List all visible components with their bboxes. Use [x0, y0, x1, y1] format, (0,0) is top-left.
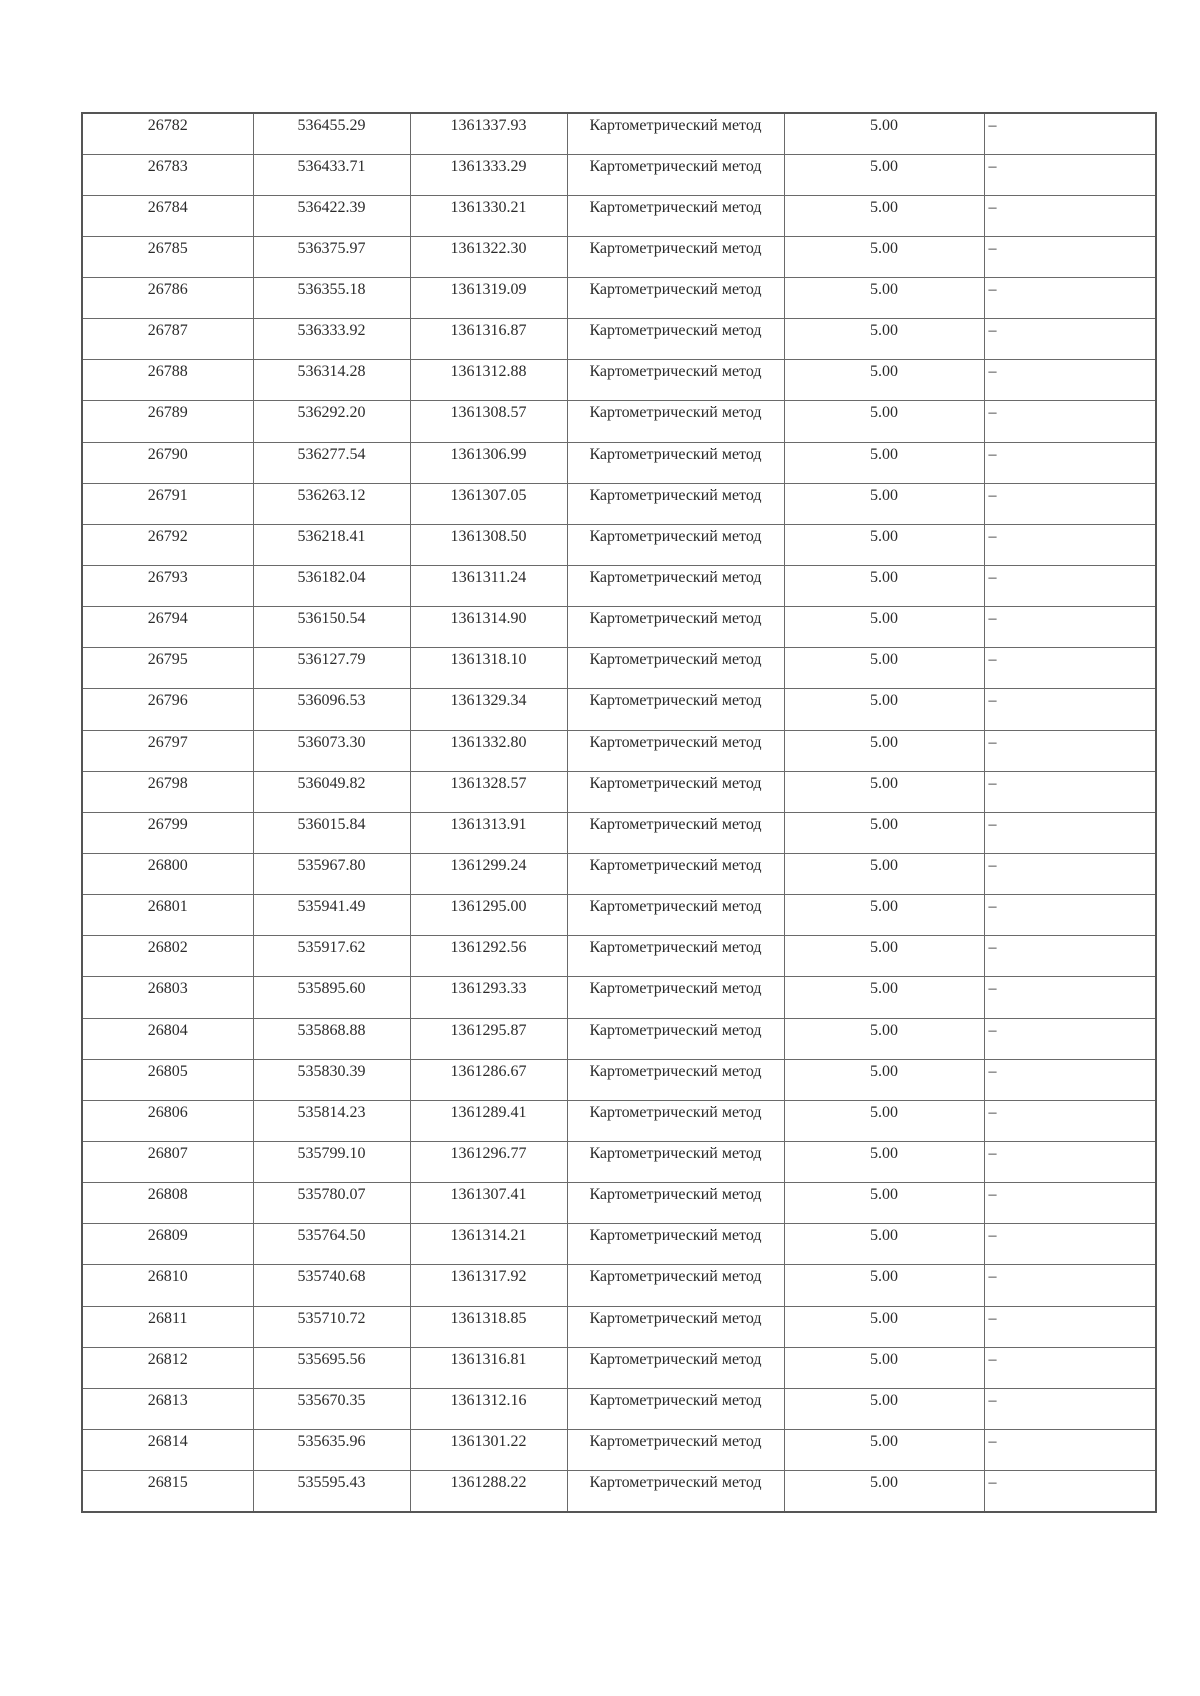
x-coordinate-cell: 536015.84 [253, 812, 410, 853]
accuracy-cell: 5.00 [784, 1265, 984, 1306]
point-number-cell: 26783 [82, 154, 253, 195]
table-row [82, 607, 1156, 648]
accuracy-cell: 5.00 [784, 401, 984, 442]
point-number-cell: 26794 [82, 607, 253, 648]
y-coordinate-cell: 1361299.24 [410, 854, 567, 895]
table-row [82, 236, 1156, 277]
note-cell: – [984, 1265, 1156, 1306]
note-cell: – [984, 1471, 1156, 1512]
note-cell: – [984, 1224, 1156, 1265]
accuracy-cell: 5.00 [784, 524, 984, 565]
x-coordinate-cell: 536333.92 [253, 319, 410, 360]
y-coordinate-cell: 1361289.41 [410, 1100, 567, 1141]
note-cell: – [984, 1430, 1156, 1471]
table-row [82, 812, 1156, 853]
table-row [82, 1388, 1156, 1429]
table-row [82, 1347, 1156, 1388]
y-coordinate-cell: 1361308.57 [410, 401, 567, 442]
accuracy-cell: 5.00 [784, 278, 984, 319]
accuracy-cell: 5.00 [784, 319, 984, 360]
accuracy-cell: 5.00 [784, 113, 984, 154]
accuracy-cell: 5.00 [784, 195, 984, 236]
x-coordinate-cell: 535764.50 [253, 1224, 410, 1265]
method-cell: Картометрический метод [567, 113, 784, 154]
accuracy-cell: 5.00 [784, 895, 984, 936]
method-cell: Картометрический метод [567, 730, 784, 771]
method-cell: Картометрический метод [567, 936, 784, 977]
table-row [82, 154, 1156, 195]
y-coordinate-cell: 1361301.22 [410, 1430, 567, 1471]
note-cell: – [984, 1183, 1156, 1224]
x-coordinate-cell: 535635.96 [253, 1430, 410, 1471]
point-number-cell: 26802 [82, 936, 253, 977]
y-coordinate-cell: 1361333.29 [410, 154, 567, 195]
note-cell: – [984, 854, 1156, 895]
y-coordinate-cell: 1361295.87 [410, 1018, 567, 1059]
table-row [82, 1224, 1156, 1265]
table-row [82, 360, 1156, 401]
method-cell: Картометрический метод [567, 236, 784, 277]
method-cell: Картометрический метод [567, 771, 784, 812]
table-row [82, 319, 1156, 360]
y-coordinate-cell: 1361330.21 [410, 195, 567, 236]
point-number-cell: 26792 [82, 524, 253, 565]
method-cell: Картометрический метод [567, 1430, 784, 1471]
y-coordinate-cell: 1361322.30 [410, 236, 567, 277]
method-cell: Картометрический метод [567, 278, 784, 319]
x-coordinate-cell: 536096.53 [253, 689, 410, 730]
point-number-cell: 26815 [82, 1471, 253, 1512]
x-coordinate-cell: 535830.39 [253, 1059, 410, 1100]
x-coordinate-cell: 535670.35 [253, 1388, 410, 1429]
method-cell: Картометрический метод [567, 1224, 784, 1265]
note-cell: – [984, 524, 1156, 565]
coordinates-table [81, 112, 1157, 1513]
point-number-cell: 26811 [82, 1306, 253, 1347]
accuracy-cell: 5.00 [784, 936, 984, 977]
method-cell: Картометрический метод [567, 812, 784, 853]
accuracy-cell: 5.00 [784, 648, 984, 689]
table-row [82, 648, 1156, 689]
y-coordinate-cell: 1361314.90 [410, 607, 567, 648]
note-cell: – [984, 360, 1156, 401]
note-cell: – [984, 236, 1156, 277]
x-coordinate-cell: 535941.49 [253, 895, 410, 936]
method-cell: Картометрический метод [567, 689, 784, 730]
note-cell: – [984, 812, 1156, 853]
x-coordinate-cell: 536150.54 [253, 607, 410, 648]
note-cell: – [984, 442, 1156, 483]
note-cell: – [984, 195, 1156, 236]
x-coordinate-cell: 535814.23 [253, 1100, 410, 1141]
method-cell: Картометрический метод [567, 1347, 784, 1388]
point-number-cell: 26805 [82, 1059, 253, 1100]
method-cell: Картометрический метод [567, 1306, 784, 1347]
method-cell: Картометрический метод [567, 1100, 784, 1141]
note-cell: – [984, 113, 1156, 154]
y-coordinate-cell: 1361318.85 [410, 1306, 567, 1347]
method-cell: Картометрический метод [567, 1265, 784, 1306]
accuracy-cell: 5.00 [784, 236, 984, 277]
note-cell: – [984, 566, 1156, 607]
x-coordinate-cell: 535917.62 [253, 936, 410, 977]
method-cell: Картометрический метод [567, 1471, 784, 1512]
y-coordinate-cell: 1361317.92 [410, 1265, 567, 1306]
y-coordinate-cell: 1361286.67 [410, 1059, 567, 1100]
y-coordinate-cell: 1361332.80 [410, 730, 567, 771]
accuracy-cell: 5.00 [784, 771, 984, 812]
y-coordinate-cell: 1361319.09 [410, 278, 567, 319]
table-row [82, 524, 1156, 565]
note-cell: – [984, 730, 1156, 771]
point-number-cell: 26810 [82, 1265, 253, 1306]
y-coordinate-cell: 1361293.33 [410, 977, 567, 1018]
table-row [82, 1018, 1156, 1059]
accuracy-cell: 5.00 [784, 566, 984, 607]
table-row [82, 977, 1156, 1018]
accuracy-cell: 5.00 [784, 1388, 984, 1429]
x-coordinate-cell: 536263.12 [253, 483, 410, 524]
note-cell: – [984, 1100, 1156, 1141]
x-coordinate-cell: 535740.68 [253, 1265, 410, 1306]
point-number-cell: 26801 [82, 895, 253, 936]
method-cell: Картометрический метод [567, 195, 784, 236]
table-row [82, 1100, 1156, 1141]
point-number-cell: 26806 [82, 1100, 253, 1141]
note-cell: – [984, 977, 1156, 1018]
y-coordinate-cell: 1361316.81 [410, 1347, 567, 1388]
table-row [82, 401, 1156, 442]
y-coordinate-cell: 1361308.50 [410, 524, 567, 565]
note-cell: – [984, 1018, 1156, 1059]
accuracy-cell: 5.00 [784, 1347, 984, 1388]
point-number-cell: 26793 [82, 566, 253, 607]
y-coordinate-cell: 1361292.56 [410, 936, 567, 977]
point-number-cell: 26785 [82, 236, 253, 277]
table-row [82, 442, 1156, 483]
note-cell: – [984, 1142, 1156, 1183]
table-row [82, 730, 1156, 771]
point-number-cell: 26791 [82, 483, 253, 524]
x-coordinate-cell: 536073.30 [253, 730, 410, 771]
x-coordinate-cell: 536182.04 [253, 566, 410, 607]
table-row [82, 1059, 1156, 1100]
table-row [82, 195, 1156, 236]
x-coordinate-cell: 535595.43 [253, 1471, 410, 1512]
x-coordinate-cell: 535695.56 [253, 1347, 410, 1388]
note-cell: – [984, 1059, 1156, 1100]
table-row [82, 1430, 1156, 1471]
note-cell: – [984, 319, 1156, 360]
accuracy-cell: 5.00 [784, 1306, 984, 1347]
method-cell: Картометрический метод [567, 607, 784, 648]
x-coordinate-cell: 536422.39 [253, 195, 410, 236]
method-cell: Картометрический метод [567, 648, 784, 689]
x-coordinate-cell: 536375.97 [253, 236, 410, 277]
x-coordinate-cell: 536218.41 [253, 524, 410, 565]
table-row [82, 278, 1156, 319]
x-coordinate-cell: 535710.72 [253, 1306, 410, 1347]
x-coordinate-cell: 536355.18 [253, 278, 410, 319]
accuracy-cell: 5.00 [784, 1100, 984, 1141]
y-coordinate-cell: 1361337.93 [410, 113, 567, 154]
point-number-cell: 26799 [82, 812, 253, 853]
table-row [82, 854, 1156, 895]
accuracy-cell: 5.00 [784, 854, 984, 895]
point-number-cell: 26795 [82, 648, 253, 689]
method-cell: Картометрический метод [567, 1142, 784, 1183]
accuracy-cell: 5.00 [784, 812, 984, 853]
point-number-cell: 26798 [82, 771, 253, 812]
accuracy-cell: 5.00 [784, 154, 984, 195]
note-cell: – [984, 1306, 1156, 1347]
point-number-cell: 26789 [82, 401, 253, 442]
table-row [82, 1306, 1156, 1347]
x-coordinate-cell: 536314.28 [253, 360, 410, 401]
accuracy-cell: 5.00 [784, 1018, 984, 1059]
point-number-cell: 26790 [82, 442, 253, 483]
x-coordinate-cell: 535799.10 [253, 1142, 410, 1183]
accuracy-cell: 5.00 [784, 1430, 984, 1471]
y-coordinate-cell: 1361311.24 [410, 566, 567, 607]
accuracy-cell: 5.00 [784, 442, 984, 483]
point-number-cell: 26804 [82, 1018, 253, 1059]
table-row [82, 895, 1156, 936]
y-coordinate-cell: 1361318.10 [410, 648, 567, 689]
y-coordinate-cell: 1361312.88 [410, 360, 567, 401]
y-coordinate-cell: 1361328.57 [410, 771, 567, 812]
method-cell: Картометрический метод [567, 1183, 784, 1224]
note-cell: – [984, 936, 1156, 977]
table-row [82, 1265, 1156, 1306]
y-coordinate-cell: 1361312.16 [410, 1388, 567, 1429]
y-coordinate-cell: 1361306.99 [410, 442, 567, 483]
y-coordinate-cell: 1361329.34 [410, 689, 567, 730]
method-cell: Картометрический метод [567, 154, 784, 195]
point-number-cell: 26787 [82, 319, 253, 360]
table-row [82, 566, 1156, 607]
note-cell: – [984, 278, 1156, 319]
x-coordinate-cell: 536277.54 [253, 442, 410, 483]
x-coordinate-cell: 536455.29 [253, 113, 410, 154]
method-cell: Картометрический метод [567, 524, 784, 565]
point-number-cell: 26803 [82, 977, 253, 1018]
x-coordinate-cell: 536433.71 [253, 154, 410, 195]
point-number-cell: 26809 [82, 1224, 253, 1265]
table-row [82, 483, 1156, 524]
note-cell: – [984, 154, 1156, 195]
method-cell: Картометрический метод [567, 319, 784, 360]
point-number-cell: 26786 [82, 278, 253, 319]
method-cell: Картометрический метод [567, 895, 784, 936]
x-coordinate-cell: 535780.07 [253, 1183, 410, 1224]
accuracy-cell: 5.00 [784, 1224, 984, 1265]
point-number-cell: 26814 [82, 1430, 253, 1471]
method-cell: Картометрический метод [567, 442, 784, 483]
method-cell: Картометрический метод [567, 1018, 784, 1059]
y-coordinate-cell: 1361307.41 [410, 1183, 567, 1224]
accuracy-cell: 5.00 [784, 730, 984, 771]
method-cell: Картометрический метод [567, 854, 784, 895]
note-cell: – [984, 895, 1156, 936]
y-coordinate-cell: 1361307.05 [410, 483, 567, 524]
accuracy-cell: 5.00 [784, 689, 984, 730]
y-coordinate-cell: 1361314.21 [410, 1224, 567, 1265]
x-coordinate-cell: 536049.82 [253, 771, 410, 812]
point-number-cell: 26782 [82, 113, 253, 154]
table-row [82, 1183, 1156, 1224]
accuracy-cell: 5.00 [784, 977, 984, 1018]
note-cell: – [984, 1388, 1156, 1429]
y-coordinate-cell: 1361296.77 [410, 1142, 567, 1183]
point-number-cell: 26800 [82, 854, 253, 895]
note-cell: – [984, 483, 1156, 524]
point-number-cell: 26812 [82, 1347, 253, 1388]
note-cell: – [984, 607, 1156, 648]
note-cell: – [984, 1347, 1156, 1388]
point-number-cell: 26808 [82, 1183, 253, 1224]
method-cell: Картометрический метод [567, 1059, 784, 1100]
table-row [82, 1142, 1156, 1183]
note-cell: – [984, 648, 1156, 689]
table-row [82, 936, 1156, 977]
accuracy-cell: 5.00 [784, 1183, 984, 1224]
note-cell: – [984, 771, 1156, 812]
accuracy-cell: 5.00 [784, 483, 984, 524]
table-row [82, 1471, 1156, 1512]
method-cell: Картометрический метод [567, 566, 784, 607]
method-cell: Картометрический метод [567, 483, 784, 524]
note-cell: – [984, 401, 1156, 442]
method-cell: Картометрический метод [567, 977, 784, 1018]
x-coordinate-cell: 536292.20 [253, 401, 410, 442]
method-cell: Картометрический метод [567, 401, 784, 442]
y-coordinate-cell: 1361288.22 [410, 1471, 567, 1512]
x-coordinate-cell: 535967.80 [253, 854, 410, 895]
point-number-cell: 26813 [82, 1388, 253, 1429]
accuracy-cell: 5.00 [784, 1059, 984, 1100]
point-number-cell: 26788 [82, 360, 253, 401]
method-cell: Картометрический метод [567, 1388, 784, 1429]
accuracy-cell: 5.00 [784, 1471, 984, 1512]
point-number-cell: 26784 [82, 195, 253, 236]
method-cell: Картометрический метод [567, 360, 784, 401]
table-row [82, 113, 1156, 154]
y-coordinate-cell: 1361295.00 [410, 895, 567, 936]
point-number-cell: 26807 [82, 1142, 253, 1183]
x-coordinate-cell: 536127.79 [253, 648, 410, 689]
accuracy-cell: 5.00 [784, 607, 984, 648]
accuracy-cell: 5.00 [784, 1142, 984, 1183]
table-row [82, 771, 1156, 812]
accuracy-cell: 5.00 [784, 360, 984, 401]
table-row [82, 689, 1156, 730]
y-coordinate-cell: 1361316.87 [410, 319, 567, 360]
point-number-cell: 26797 [82, 730, 253, 771]
y-coordinate-cell: 1361313.91 [410, 812, 567, 853]
note-cell: – [984, 689, 1156, 730]
x-coordinate-cell: 535895.60 [253, 977, 410, 1018]
coordinates-table-body [82, 113, 1156, 1512]
x-coordinate-cell: 535868.88 [253, 1018, 410, 1059]
point-number-cell: 26796 [82, 689, 253, 730]
